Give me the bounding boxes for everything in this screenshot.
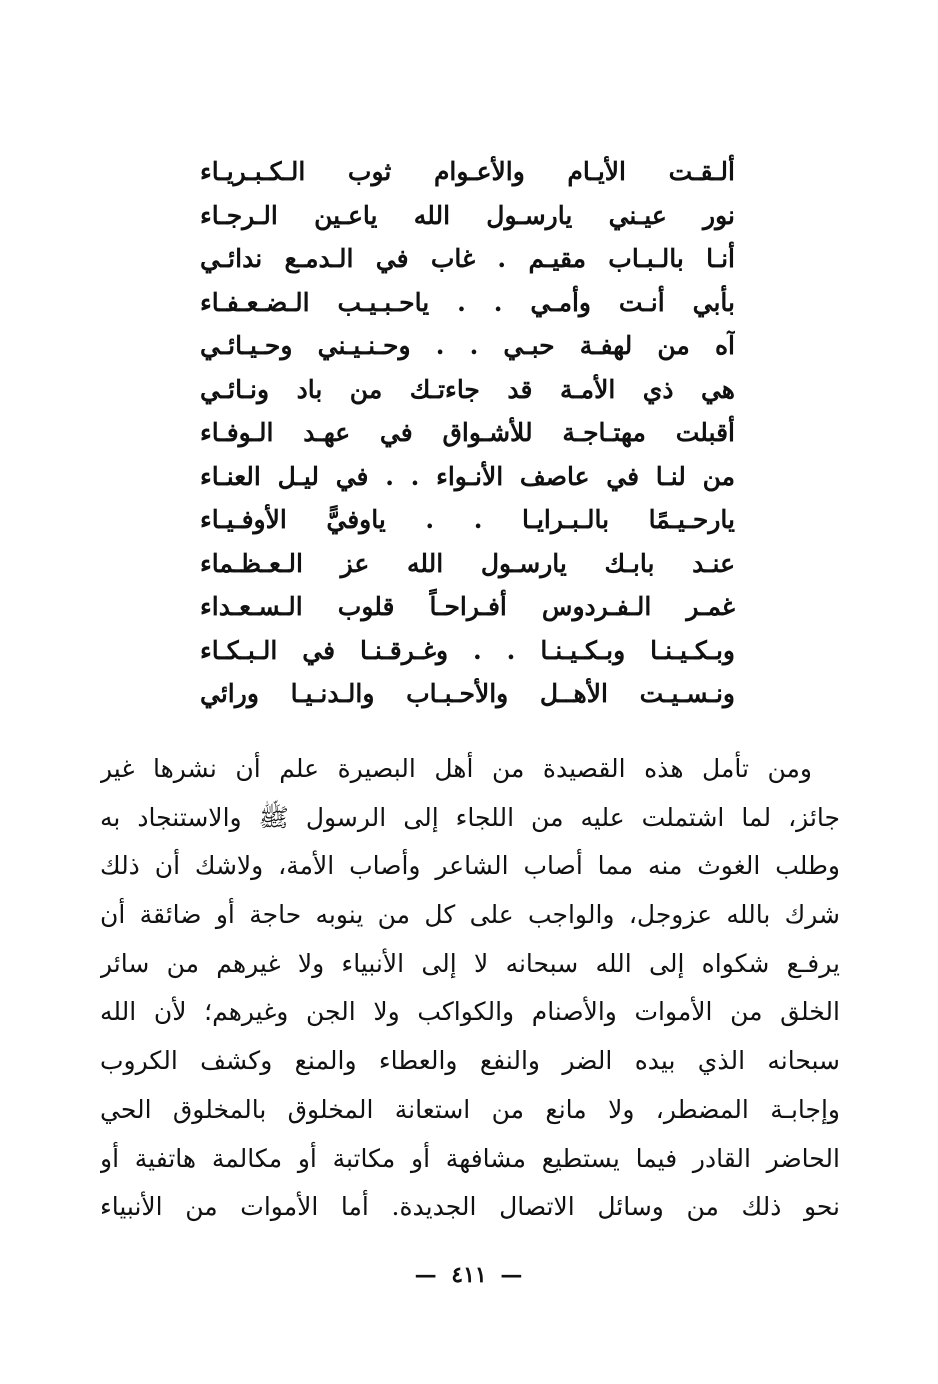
poem-line: وبـكـيـنـا وبـكـيـنـا . . وغـرقـنـا في الـبـكـاء bbox=[200, 635, 735, 665]
poem-line: ونـسـيـت الأهــل والأحـبـاب والـدنـيـا ورائي bbox=[200, 679, 735, 708]
poem-line: غمـر الـفـردوس أفـراحـاً قلوب الـسـعـداء bbox=[200, 592, 735, 621]
poem-line: يارحـيـمًا بالـبـرايـا . . ياوفيًّ الأوفـيـاء bbox=[200, 505, 735, 534]
poem-block bbox=[200, 150, 735, 716]
page-number-value: ٤١١ bbox=[451, 1262, 487, 1288]
paragraph-line: الخلق من الأموات والأصنام والكواكب ولا الجن وغيرهم؛ لأن الله bbox=[100, 997, 840, 1027]
poem-line: هي ذي الأمـة قد جاءتـك من باد ونـائـي bbox=[200, 374, 735, 404]
commentary-paragraph bbox=[100, 745, 840, 1232]
paragraph-line: سبحانه الذي بيده الضر والنفع والعطاء والمنع وكشف الكروب bbox=[100, 1046, 840, 1076]
paragraph-line: نحو ذلك من وسائل الاتصال الجديدة. أما الأموات من الأنبياء bbox=[100, 1192, 840, 1222]
paragraph-line: ومن تأمل هذه القصيدة من أهل البصيرة علم أن نشرها غير bbox=[100, 754, 812, 783]
poem-line: بأبي أنـت وأمـي . . ياحـبـيـب الـضـعـفـاء bbox=[200, 287, 735, 317]
poem-line: عنـد بابـك يارسـول الله عز الـعـظـماء bbox=[200, 548, 735, 578]
poem-line: أنـا بالـبـاب مقيـم . غاب في الـدمـع ندائـي bbox=[200, 244, 735, 273]
poem-line: ألـقـت الأيـام والأعـوام ثوب الـكـبـريـاء bbox=[200, 157, 735, 186]
page-number-dash: — bbox=[500, 1262, 524, 1288]
paragraph-line: يرفـع شكواه إلى الله سبحانه لا إلى الأنبياء ولا غيرهم من سائر bbox=[100, 948, 840, 978]
poem-line: آه من لهفـة حبـي . . وحـنـيـني وحـيـائـي bbox=[200, 331, 735, 360]
paragraph-line: جائز، لما اشتملت عليه من اللجاء إلى الرسول ﷺ والاستنجاد به bbox=[100, 802, 840, 832]
poem-line: أقبلت مهتـاجـة للأشـواق في عهـد الـوفـاء bbox=[200, 418, 735, 447]
poem-line: نور عيـني يارسـول الله ياعـين الـرجـاء bbox=[200, 200, 735, 230]
poem-line: من لنـا في عاصف الأنـواء . . في ليـل العنـاء bbox=[200, 461, 735, 491]
page-number bbox=[0, 1262, 938, 1288]
paragraph-line: وطلب الغوث منه مما أصاب الشاعر وأصاب الأمة، ولاشك أن ذلك bbox=[100, 851, 840, 881]
page-number-dash: — bbox=[414, 1262, 438, 1288]
paragraph-line: شرك بالله عزوجل، والواجب على كل من ينوبه حاجة أو ضائقة أن bbox=[100, 900, 840, 930]
paragraph-line: وإجابـة المضطر، ولا مانع من استعانة المخلوق بالمخلوق الحي bbox=[100, 1094, 840, 1124]
paragraph-line: الحاضر القادر فيما يستطيع مشافهة أو مكاتبة أو مكالمة هاتفية أو bbox=[100, 1143, 840, 1173]
